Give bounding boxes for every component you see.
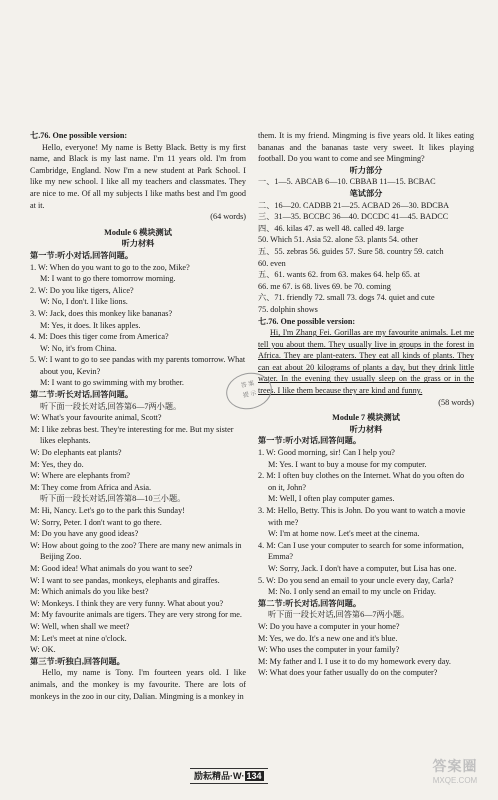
answer-line: 一、1—5. ABCAB 6—10. CBBAB 11—15. BCBAC [258, 177, 436, 187]
section-heading: 第一节:听小对话,回答问题。 [258, 436, 362, 446]
answer-line: 50. Which 51. Asia 52. alone 53. plants 54. other [258, 235, 418, 245]
dialogue-line: W: I want to see pandas, monkeys, elephants and giraffes. [30, 575, 220, 585]
stamp-line: 提 示 [242, 390, 258, 400]
dialogue-line: W: Who uses the computer in your family? [258, 645, 400, 655]
dialogue-line: 5. W: Do you send an email to your uncle every day, Carla? [258, 575, 454, 585]
monologue-continuation: them. It is my friend. Mingming is five years old. It likes eating bananas and the bananas taste very sweet. It likes playing football. Do you want to come and see Mingming? [258, 131, 474, 164]
section-heading: 第一节:听小对话,回答问题。 [30, 250, 134, 260]
essay-paragraph: Hello, everyone! My name is Betty Black. Betty is my first name, and Black is my last name. I'm 11 years old. I'm from Cambridge, England. Now I'm a new student at Park School. I like my new school. I like all my teachers and classmates. They are nice to me. Of all my subjects I like maths best and I'm good at it. [30, 142, 246, 210]
dialogue-line: M: Yes, they do. [30, 459, 84, 469]
watermark-url: MXQE.COM [432, 776, 478, 785]
question-instruction: 听下面一段长对话,回答第6—7两小题。 [268, 610, 410, 620]
dialogue-line: M: Yes, it does. It likes apples. [40, 320, 141, 330]
answer-line: 60. even [258, 258, 286, 268]
word-count: (64 words) [210, 212, 246, 222]
dialogue-line: 3. M: Hello, Betty. This is John. Do you want to watch a movie with me? [258, 506, 466, 527]
question-instruction: 听下面一段长对话,回答第8—10三小题。 [40, 494, 186, 504]
answer-line: 三、31—35. BCCBC 36—40. DCCDC 41—45. BADCC [258, 212, 449, 222]
listening-heading: 听力部分 [349, 165, 383, 175]
dialogue-line: W: How about going to the zoo? There are many new animals in Beijing Zoo. [30, 540, 242, 562]
module-title: Module 7 模块测试 [332, 413, 400, 423]
answer-line: 五、61. wants 62. from 63. makes 64. help 65. at [258, 270, 420, 280]
page-number: 134 [246, 771, 262, 781]
left-column [30, 130, 246, 702]
dialogue-line: W: Sorry, Peter. I don't want to go there. [30, 517, 162, 527]
answer-line: 四、46. kilas 47. as well 48. called 49. large [258, 223, 404, 233]
stamp-line: 答 案 [240, 380, 255, 390]
dialogue-line: W: Sorry, Jack. I don't have a computer, but Lisa has one. [268, 563, 457, 573]
dialogue-line: M: Hi, Nancy. Let's go to the park this Sunday! [30, 506, 185, 515]
dialogue-line: W: Do elephants eat plants? [30, 448, 122, 458]
dialogue-line: 2. M: I often buy clothes on the Internet. What do you often do on it, John? [258, 471, 465, 492]
watermark-logo [418, 756, 492, 792]
module-subtitle: 听力材料 [121, 239, 155, 249]
footer-brand: 励耘精品 [194, 771, 231, 781]
answer-line: 75. dolphin shows [258, 304, 318, 314]
dialogue-line: 5. W: I want to go to see pandas with my parents tomorrow. What about you, Kevin? [30, 355, 246, 376]
dialogue-line: M: Well, I often play computer games. [268, 494, 395, 504]
question-instruction: 听下面一段长对话,回答第6—7两小题。 [40, 401, 182, 411]
dialogue-line: W: What does your father usually do on the computer? [258, 668, 438, 678]
dialogue-line: M: My father and I. I use it to do my homework every day. [258, 656, 451, 666]
dialogue-line: M: Good idea! What animals do you want to see? [30, 563, 193, 573]
dialogue-line: W: No, it's from China. [40, 343, 117, 353]
section-heading: 第二节:听长对话,回答问题。 [258, 598, 362, 608]
dialogue-line: 2. W: Do you like tigers, Alice? [30, 285, 134, 295]
section-heading: 第二节:听长对话,回答问题。 [30, 390, 134, 400]
dialogue-line: W: OK. [30, 645, 56, 655]
dialogue-line: M: Which animals do you like best? [30, 587, 149, 597]
right-column [258, 130, 474, 679]
dialogue-line: 4. M: Does this tiger come from America? [30, 332, 169, 342]
dialogue-line: M: I like zebras best. They're interesting for me. But my sister likes elephants. [30, 424, 234, 446]
answer-line: 六、71. friendly 72. small 73. dogs 74. quiet and cute [258, 293, 435, 303]
dialogue-line: M: They come from Africa and Asia. [30, 482, 152, 492]
dialogue-line: W: I'm at home now. Let's meet at the cinema. [268, 529, 420, 539]
written-heading: 笔试部分 [349, 188, 383, 198]
dialogue-line: 4. M: Can I use your computer to search for some information, Emma? [258, 540, 464, 562]
dialogue-line: M: My favourite animals are tigers. They are very strong for me. [30, 610, 242, 620]
monologue-paragraph: Hello, my name is Tony. I'm fourteen years old. I like animals, and the monkey is my favourite. There are lots of monkeys in the zoo in our city, Dalian. Mingming is a monkey in [30, 668, 246, 701]
dialogue-line: W: Where are elephants from? [30, 471, 131, 481]
section-heading: 第三节:听独白,回答问题。 [30, 656, 125, 666]
dialogue-line: M: Let's meet at nine o'clock. [30, 633, 127, 643]
dialogue-line: M: I want to go there tomorrow morning. [40, 274, 176, 284]
dialogue-line: M: No. I only send an email to my uncle on Friday. [268, 587, 436, 597]
page-footer [190, 768, 268, 784]
dialogue-line: W: Well, when shall we meet? [30, 621, 130, 631]
essay-heading: 七.76. One possible version: [258, 316, 356, 326]
watermark-title: 答案圈 [432, 758, 478, 774]
dialogue-line: 1. W: Good morning, sir! Can I help you? [258, 448, 395, 458]
dialogue-line: W: What's your favourite animal, Scott? [30, 413, 162, 423]
answer-line: 五、55. zebras 56. guides 57. Sure 58. country 59. catch [258, 246, 444, 256]
dialogue-line: W: No, I don't. I like lions. [40, 297, 128, 307]
dialogue-line: 1. W: When do you want to go to the zoo, Mike? [30, 262, 190, 272]
dialogue-line: M: I want to go swimming with my brother. [40, 378, 184, 388]
footer-separator: ·W· [230, 771, 245, 781]
answer-line: 二、16—20. CADBB 21—25. ACBAD 26—30. BDCBA [258, 200, 450, 210]
word-count: (58 words) [438, 397, 474, 407]
module-subtitle: 听力材料 [349, 424, 383, 434]
dialogue-line: M: Do you have any good ideas? [30, 529, 139, 539]
dialogue-line: 3. W: Jack, does this monkey like bananas? [30, 308, 173, 318]
essay-paragraph: Hi, I'm Zhang Fei. Gorillas are my favourite animals. Let me tell you about them. They usually live in groups in the forest in Africa. They are plant-eaters. They eat all kinds of plants. They can eat about 20 kilograms of plants a day, but they drink little water. In the evening they usually sleep on the grass or in the trees. I like them because they are kind and funny. [258, 328, 474, 396]
dialogue-line: W: Monkeys. I think they are very funny. What about you? [30, 598, 224, 608]
dialogue-line: M: Yes, we do. It's a new one and it's blue. [258, 633, 398, 643]
essay-heading: 七.76. One possible version: [30, 131, 128, 140]
dialogue-line: W: Do you have a computer in your home? [258, 621, 400, 631]
module-title: Module 6 模块测试 [104, 227, 172, 237]
answer-line: 66. me 67. is 68. lives 69. be 70. coming [258, 281, 391, 291]
dialogue-line: M: Yes. I want to buy a mouse for my computer. [268, 459, 427, 469]
